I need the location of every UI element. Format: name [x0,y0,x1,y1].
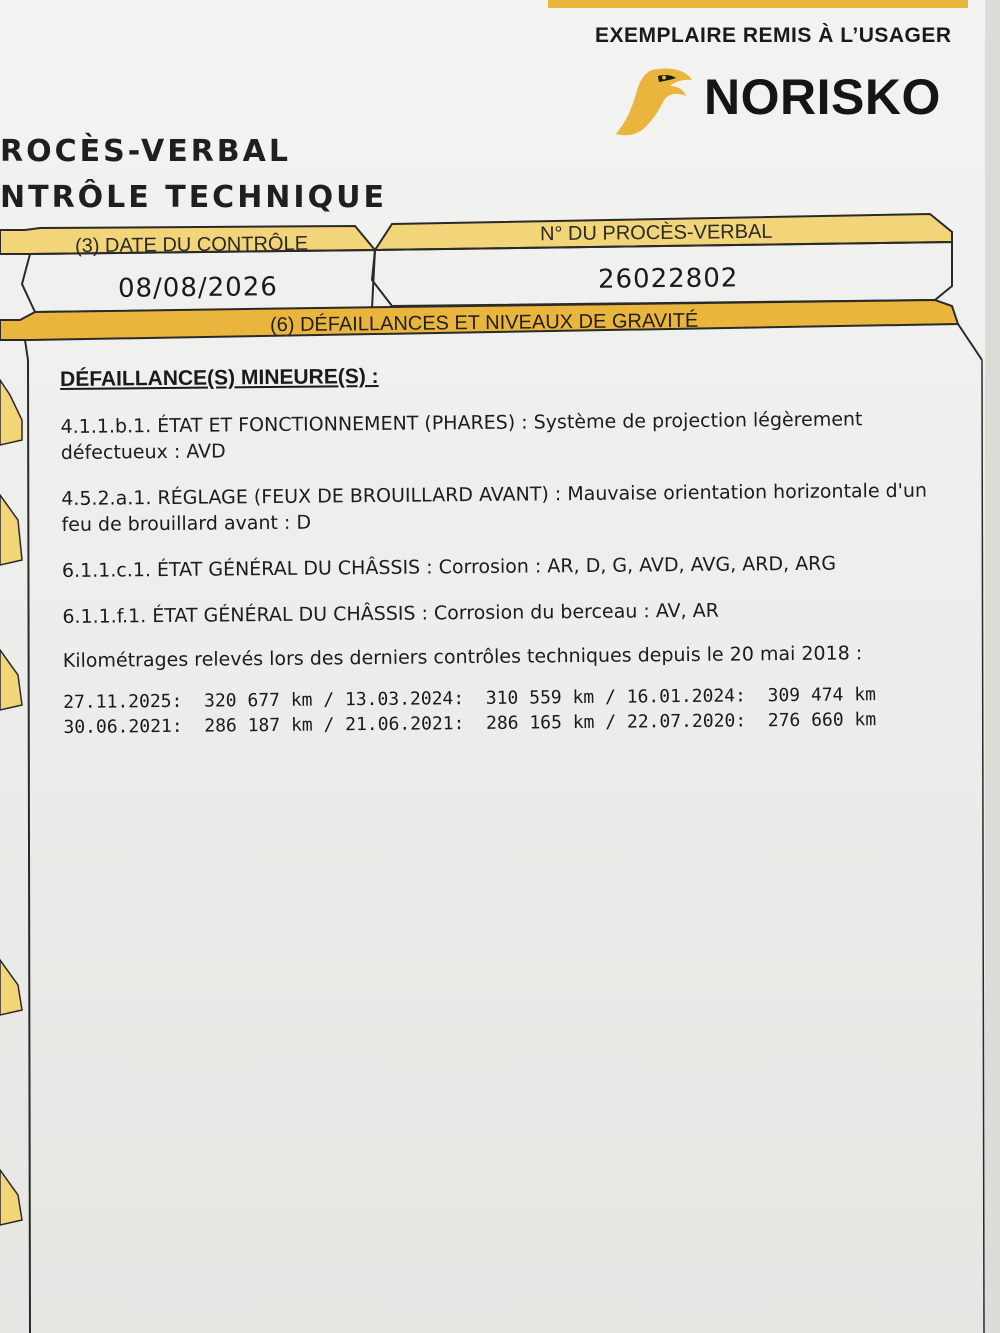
mileage-table [63,681,963,740]
pv-number-value: 26022802 [597,263,739,295]
defect-item: 4.1.1.b.1. ÉTAT ET FONCTIONNEMENT (PHARES) : Système de projection légèrement défectueux : AVD [60,408,863,464]
copy-label: EXEMPLAIRE REMIS À L’USAGER [595,24,952,47]
section-title: (6) DÉFAILLANCES ET NIVEAUX DE GRAVITÉ [269,309,699,337]
defect-item: 6.1.1.c.1. ÉTAT GÉNÉRAL DU CHÂSSIS : Corrosion : AR, D, G, AVD, AVG, ARD, ARG [61,552,837,582]
mileage-row: 27.11.2025: 320 677 km / 13.03.2024: 310 559 km / 16.01.2024: 309 474 km [63,684,877,713]
doc-title-line1: ROCÈS-VERBAL [0,134,291,169]
date-label: (3) DATE DU CONTRÔLE [74,232,309,258]
defects-section [60,359,964,740]
logo-wordmark: NORISKO [704,69,941,125]
minor-defects-heading: DÉFAILLANCE(S) MINEURE(S) : [60,364,379,391]
pv-number-label: N° DU PROCÈS-VERBAL [539,220,773,246]
mileage-intro: Kilométrages relevés lors des derniers contrôles techniques depuis le 20 mai 2018 : [62,642,863,672]
defect-item: 4.5.2.a.1. RÉGLAGE (FEUX DE BROUILLARD AVANT) : Mauvaise orientation horizontale d'un feu de brouillard avant : D [61,479,928,536]
mileage-row: 30.06.2021: 286 187 km / 21.06.2021: 286 165 km / 22.07.2020: 276 660 km [63,709,877,738]
defect-item: 6.1.1.f.1. ÉTAT GÉNÉRAL DU CHÂSSIS : Corrosion du berceau : AV, AR [62,599,719,628]
date-value: 08/08/2026 [117,272,279,304]
doc-title-line2: NTRÔLE TECHNIQUE [0,180,387,215]
